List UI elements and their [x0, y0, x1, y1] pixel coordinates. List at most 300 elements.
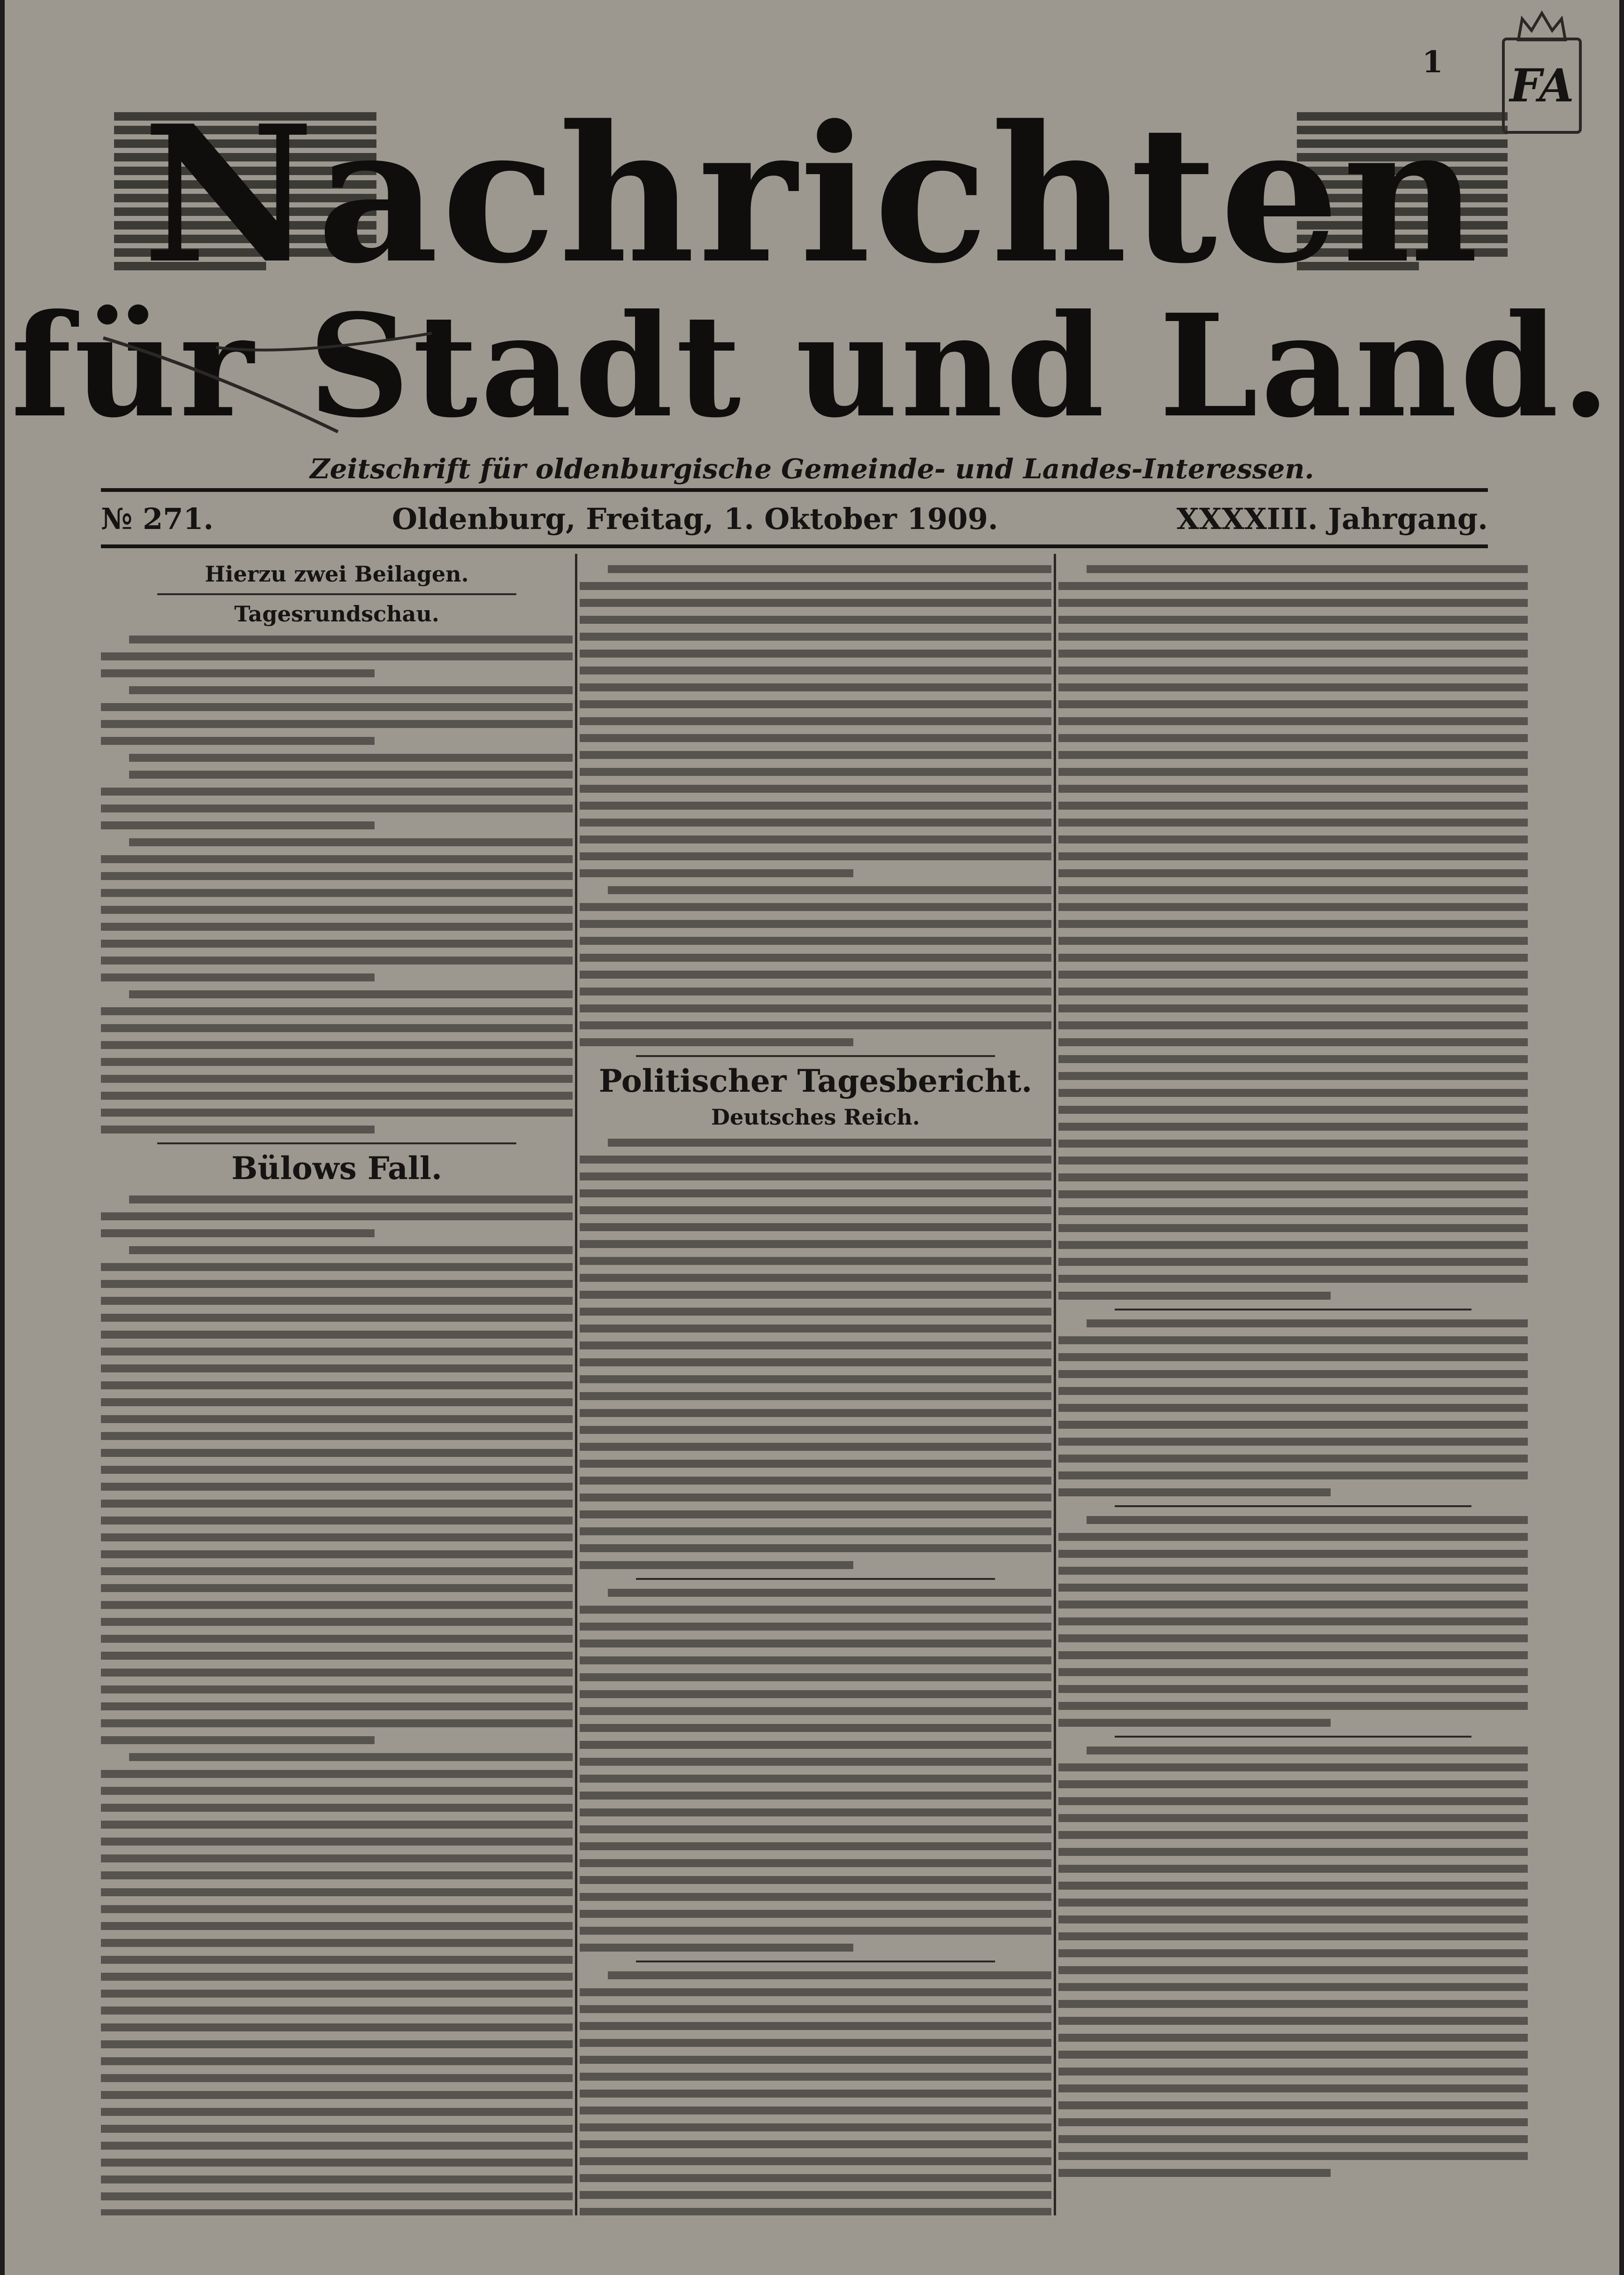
- text-line: [101, 1533, 573, 1541]
- text-line: [1058, 1455, 1528, 1463]
- text-line: [1087, 1516, 1528, 1524]
- volume: XXXXIII. Jahrgang.: [1176, 501, 1488, 536]
- article-paragraph: [580, 886, 1051, 1046]
- text-line: [580, 1775, 1051, 1783]
- text-line: [1058, 2084, 1528, 2092]
- text-line: [101, 923, 573, 931]
- text-line: [1058, 1471, 1528, 1479]
- text-line: [101, 1466, 573, 1474]
- text-line: [1058, 1584, 1528, 1592]
- text-line: [101, 2209, 573, 2215]
- text-line: [580, 1561, 853, 1569]
- text-line: [101, 2192, 573, 2200]
- text-line: [580, 1156, 1051, 1164]
- text-line: [1058, 1831, 1528, 1839]
- text-line: [129, 1753, 573, 1761]
- text-line: [580, 903, 1051, 911]
- text-line: [608, 1589, 1051, 1597]
- text-line: [580, 937, 1051, 945]
- text-line: [580, 869, 853, 877]
- text-line: [580, 1639, 1051, 1647]
- text-line: [129, 1246, 573, 1254]
- text-line: [580, 2123, 1051, 2131]
- text-line: [1058, 2135, 1528, 2143]
- text-line: [101, 1871, 573, 1879]
- text-line: [1058, 1797, 1528, 1805]
- text-line: [1058, 700, 1528, 708]
- text-line: [101, 1770, 573, 1778]
- text-line: [580, 920, 1051, 928]
- text-line: [101, 1348, 573, 1356]
- column-rule: [1054, 554, 1056, 2215]
- text-line: [580, 2208, 1051, 2215]
- text-line: [1058, 2101, 1528, 2109]
- library-stamp: FA: [1502, 38, 1582, 134]
- text-line: [1058, 1123, 1528, 1131]
- text-line: [580, 1808, 1051, 1816]
- text-line: [580, 785, 1051, 793]
- text-line: [1058, 1370, 1528, 1378]
- text-line: [608, 565, 1051, 573]
- text-line: [101, 1854, 573, 1862]
- text-line: [101, 1024, 573, 1032]
- text-line: [101, 737, 375, 745]
- text-line: [1058, 616, 1528, 624]
- text-line: [580, 1426, 1051, 1434]
- text-line: [1058, 1258, 1528, 1266]
- text-line: [101, 2040, 573, 2048]
- text-line: [580, 768, 1051, 776]
- text-line: [1058, 2034, 1528, 2042]
- text-line: [1058, 819, 1528, 827]
- bulow-heading: Bülows Fall.: [231, 1149, 442, 1187]
- text-line: [1058, 1702, 1528, 1710]
- text-line: [1058, 1404, 1528, 1412]
- text-line: [101, 1584, 573, 1592]
- text-line: [101, 1838, 573, 1846]
- article-paragraph: [101, 838, 573, 981]
- text-line: [101, 1618, 573, 1626]
- text-line: [101, 821, 375, 829]
- text-line: [1058, 1021, 1528, 1029]
- text-line: [101, 1007, 573, 1015]
- text-line: [1058, 1038, 1528, 1046]
- text-line: [580, 1527, 1051, 1535]
- text-line: [1058, 1915, 1528, 1923]
- article-paragraph: [101, 636, 573, 677]
- text-line: [101, 1280, 573, 1288]
- text-line: [101, 2159, 573, 2167]
- text-line: [580, 1927, 1051, 1935]
- text-line: [580, 582, 1051, 590]
- text-line: [580, 2106, 1051, 2114]
- text-line: [1058, 2118, 1528, 2126]
- text-line: [1058, 1157, 1528, 1164]
- text-line: [1058, 1387, 1528, 1395]
- text-line: [580, 599, 1051, 607]
- text-line: [101, 1888, 573, 1896]
- text-line: [101, 889, 573, 897]
- text-line: [101, 2057, 573, 2065]
- text-line: [580, 1223, 1051, 1231]
- text-line: [1058, 785, 1528, 793]
- text-line: [1058, 802, 1528, 810]
- text-line: [580, 1004, 1051, 1012]
- text-line: [580, 1443, 1051, 1451]
- text-line: [608, 886, 1051, 894]
- divider: [101, 488, 1488, 492]
- text-line: [1058, 768, 1528, 776]
- text-line: [101, 1126, 375, 1134]
- text-line: [580, 1910, 1051, 1918]
- text-line: [1058, 835, 1528, 843]
- text-line: [1058, 1719, 1331, 1727]
- text-line: [101, 1483, 573, 1491]
- text-line: [129, 754, 573, 762]
- text-line: [1058, 1685, 1528, 1693]
- report-heading: Politischer Tagesbericht.: [598, 1063, 1033, 1099]
- article-paragraph: [101, 1246, 573, 1744]
- text-line: [580, 1859, 1051, 1867]
- text-line: [608, 1971, 1051, 1979]
- page-number: 1: [1422, 45, 1443, 80]
- text-line: [1058, 886, 1528, 894]
- text-line: [101, 1685, 573, 1693]
- article-paragraph: [101, 1195, 573, 1237]
- text-line: [580, 1291, 1051, 1299]
- text-line: [580, 1825, 1051, 1833]
- text-line: [1058, 1336, 1528, 1344]
- text-line: [580, 2073, 1051, 2081]
- text-line: [101, 1990, 573, 1998]
- text-line: [101, 804, 573, 812]
- text-line: [1058, 1651, 1528, 1659]
- text-line: [1058, 852, 1528, 860]
- text-line: [101, 2125, 573, 2133]
- text-line: [1058, 1899, 1528, 1907]
- text-line: [101, 1973, 573, 1981]
- article-paragraph: [101, 990, 573, 1134]
- article-paragraph: [101, 754, 573, 762]
- text-line: [580, 717, 1051, 725]
- text-line: [101, 1297, 573, 1305]
- article-paragraph: [101, 771, 573, 829]
- text-line: [580, 1341, 1051, 1349]
- text-line: [580, 1623, 1051, 1631]
- text-line: [1058, 1421, 1528, 1429]
- text-line: [1058, 2051, 1528, 2059]
- text-line: [101, 1669, 573, 1677]
- text-line: [101, 1381, 573, 1389]
- text-line: [1058, 1004, 1528, 1012]
- text-line: [580, 2174, 1051, 2182]
- text-line: [1058, 1983, 1528, 1991]
- pen-cross-mark: [94, 319, 441, 441]
- text-line: [1058, 1207, 1528, 1215]
- text-line: [1058, 683, 1528, 691]
- text-line: [580, 1274, 1051, 1282]
- text-line: [129, 686, 573, 694]
- text-line: [580, 1544, 1051, 1552]
- text-line: [1058, 1224, 1528, 1232]
- text-line: [101, 1058, 573, 1066]
- supplements-heading: Hierzu zwei Beilagen.: [205, 561, 469, 587]
- text-line: [1058, 1966, 1528, 1974]
- text-line: [129, 838, 573, 846]
- column-right: [1058, 556, 1528, 2215]
- text-line: [580, 1707, 1051, 1715]
- text-line: [580, 1792, 1051, 1800]
- text-line: [580, 1893, 1051, 1901]
- text-line: [101, 1212, 573, 1220]
- text-line: [101, 1500, 573, 1508]
- text-line: [101, 1550, 573, 1558]
- text-line: [1058, 1763, 1528, 1771]
- text-line: [101, 1109, 573, 1117]
- text-line: [101, 2175, 573, 2183]
- newspaper-page: [5, 0, 1619, 2275]
- text-line: [1058, 920, 1528, 928]
- text-line: [580, 971, 1051, 979]
- text-line: [101, 2142, 573, 2150]
- text-line: [580, 954, 1051, 962]
- text-line: [101, 872, 573, 880]
- text-line: [580, 666, 1051, 674]
- text-line: [580, 802, 1051, 810]
- text-line: [580, 1308, 1051, 1316]
- text-line: [101, 788, 573, 796]
- text-line: [101, 1075, 573, 1083]
- text-line: [1058, 1055, 1528, 1063]
- text-line: [101, 2091, 573, 2099]
- text-line: [580, 2191, 1051, 2199]
- text-line: [580, 1240, 1051, 1248]
- text-line: [1087, 1746, 1528, 1754]
- text-line: [101, 1922, 573, 1930]
- text-line: [1058, 903, 1528, 911]
- issue-number: № 271.: [101, 501, 214, 536]
- text-line: [101, 1787, 573, 1795]
- article-paragraph: [1058, 565, 1528, 1300]
- text-line: [1058, 1292, 1331, 1300]
- text-line: [1058, 1353, 1528, 1361]
- text-line: [101, 703, 573, 711]
- text-line: [1058, 1814, 1528, 1822]
- text-line: [1058, 666, 1528, 674]
- masthead-subtitle: Zeitschrift für oldenburgische Gemeinde- und Landes-Interessen.: [310, 453, 1314, 485]
- text-line: [101, 1635, 573, 1643]
- text-line: [580, 2140, 1051, 2148]
- text-line: [580, 1690, 1051, 1698]
- text-line: [580, 2039, 1051, 2047]
- text-line: [101, 957, 573, 965]
- text-line: [580, 734, 1051, 742]
- text-line: [101, 720, 573, 728]
- article-paragraph: [101, 686, 573, 745]
- dateline: [101, 495, 1488, 542]
- text-line: [1058, 599, 1528, 607]
- text-line: [580, 616, 1051, 624]
- text-line: [1058, 633, 1528, 641]
- text-line: [101, 1601, 573, 1609]
- text-line: [1058, 1106, 1528, 1114]
- text-line: [580, 1189, 1051, 1197]
- text-line: [580, 1758, 1051, 1766]
- text-line: [1058, 1601, 1528, 1609]
- text-line: [580, 2022, 1051, 2030]
- text-line: [1058, 734, 1528, 742]
- text-line: [129, 636, 573, 643]
- text-line: [1058, 1190, 1528, 1198]
- article-paragraph: [580, 565, 1051, 877]
- text-line: [101, 1415, 573, 1423]
- text-line: [580, 633, 1051, 641]
- text-line: [101, 1652, 573, 1660]
- article-paragraph: [580, 1139, 1051, 1569]
- text-line: [580, 1741, 1051, 1749]
- text-line: [1058, 1173, 1528, 1181]
- text-line: [101, 2108, 573, 2116]
- text-line: [129, 771, 573, 779]
- text-line: [101, 1314, 573, 1322]
- text-line: [101, 1821, 573, 1829]
- text-line: [101, 2074, 573, 2082]
- text-line: [101, 1517, 573, 1524]
- article-paragraph: [1058, 1319, 1528, 1496]
- text-line: [580, 988, 1051, 996]
- text-line: [101, 1432, 573, 1440]
- text-line: [101, 2023, 573, 2031]
- text-line: [1058, 2152, 1528, 2160]
- text-line: [1058, 954, 1528, 962]
- text-line: [580, 1876, 1051, 1884]
- text-line: [580, 2005, 1051, 2013]
- text-line: [1058, 1438, 1528, 1446]
- text-line: [1058, 1617, 1528, 1625]
- article-paragraph: [1058, 1516, 1528, 1727]
- text-line: [1058, 1668, 1528, 1676]
- text-line: [1058, 1780, 1528, 1788]
- text-line: [101, 1331, 573, 1339]
- text-line: [580, 700, 1051, 708]
- text-line: [1087, 565, 1528, 573]
- text-line: [1058, 988, 1528, 996]
- report-subheading: Deutsches Reich.: [711, 1104, 920, 1130]
- text-line: [101, 1736, 375, 1744]
- text-line: [580, 1358, 1051, 1366]
- text-line: [580, 1510, 1051, 1518]
- divider: [101, 544, 1488, 548]
- text-line: [1058, 1275, 1528, 1283]
- text-line: [580, 1375, 1051, 1383]
- text-line: [580, 1656, 1051, 1664]
- text-line: [580, 650, 1051, 658]
- text-line: [580, 1842, 1051, 1850]
- text-line: [1058, 1488, 1331, 1496]
- text-line: [1058, 1882, 1528, 1890]
- article-paragraph: [580, 1589, 1051, 1952]
- text-line: [101, 1804, 573, 1812]
- text-line: [1058, 1533, 1528, 1541]
- text-line: [1058, 1089, 1528, 1097]
- text-line: [1058, 2169, 1331, 2177]
- text-line: [101, 1092, 573, 1100]
- text-line: [580, 852, 1051, 860]
- text-line: [1058, 1550, 1528, 1558]
- text-line: [1058, 1848, 1528, 1856]
- text-line: [1058, 2017, 1528, 2025]
- text-line: [101, 1956, 573, 1964]
- article-paragraph: [580, 1971, 1051, 2215]
- text-line: [580, 819, 1051, 827]
- text-line: [101, 1702, 573, 1710]
- text-line: [1058, 1865, 1528, 1873]
- text-line: [580, 1606, 1051, 1614]
- text-line: [101, 940, 573, 948]
- text-line: [101, 855, 573, 863]
- text-line: [101, 1041, 573, 1049]
- text-line: [580, 1257, 1051, 1265]
- text-line: [1058, 2000, 1528, 2008]
- text-line: [1058, 1072, 1528, 1080]
- text-line: [1058, 717, 1528, 725]
- text-line: [580, 1038, 853, 1046]
- text-line: [1058, 1932, 1528, 1940]
- text-line: [1058, 1567, 1528, 1575]
- issue-date: Oldenburg, Freitag, 1. Oktober 1909.: [392, 501, 998, 536]
- column-middle: [580, 556, 1051, 2215]
- text-line: [101, 1567, 573, 1575]
- text-line: [129, 990, 573, 998]
- text-line: [101, 1263, 573, 1271]
- article-paragraph: [1058, 1746, 1528, 2177]
- text-line: [580, 1172, 1051, 1180]
- text-line: [580, 683, 1051, 691]
- text-line: [101, 652, 573, 660]
- text-line: [1058, 582, 1528, 590]
- text-line: [1087, 1319, 1528, 1327]
- text-line: [101, 1719, 573, 1727]
- text-line: [580, 835, 1051, 843]
- text-line: [580, 1021, 1051, 1029]
- text-line: [101, 1229, 375, 1237]
- text-line: [580, 1494, 1051, 1501]
- text-line: [580, 1392, 1051, 1400]
- text-line: [101, 1364, 573, 1372]
- text-line: [1058, 1241, 1528, 1249]
- text-line: [580, 1477, 1051, 1485]
- masthead-title: Nachrichten: [142, 84, 1482, 305]
- text-line: [580, 1460, 1051, 1468]
- text-line: [1058, 1949, 1528, 1957]
- text-line: [101, 2007, 573, 2015]
- text-line: [580, 1206, 1051, 1214]
- text-line: [580, 1673, 1051, 1681]
- text-line: [1058, 1140, 1528, 1148]
- text-line: [1058, 650, 1528, 658]
- article-paragraph: [101, 1753, 573, 2215]
- text-line: [101, 906, 573, 914]
- text-line: [101, 1939, 573, 1947]
- text-line: [101, 669, 375, 677]
- column-left: [101, 556, 573, 2215]
- text-line: [580, 1325, 1051, 1333]
- text-line: [101, 973, 375, 981]
- text-line: [580, 1724, 1051, 1732]
- text-line: [608, 1139, 1051, 1147]
- text-line: [580, 2157, 1051, 2165]
- review-heading: Tagesrundschau.: [234, 601, 439, 627]
